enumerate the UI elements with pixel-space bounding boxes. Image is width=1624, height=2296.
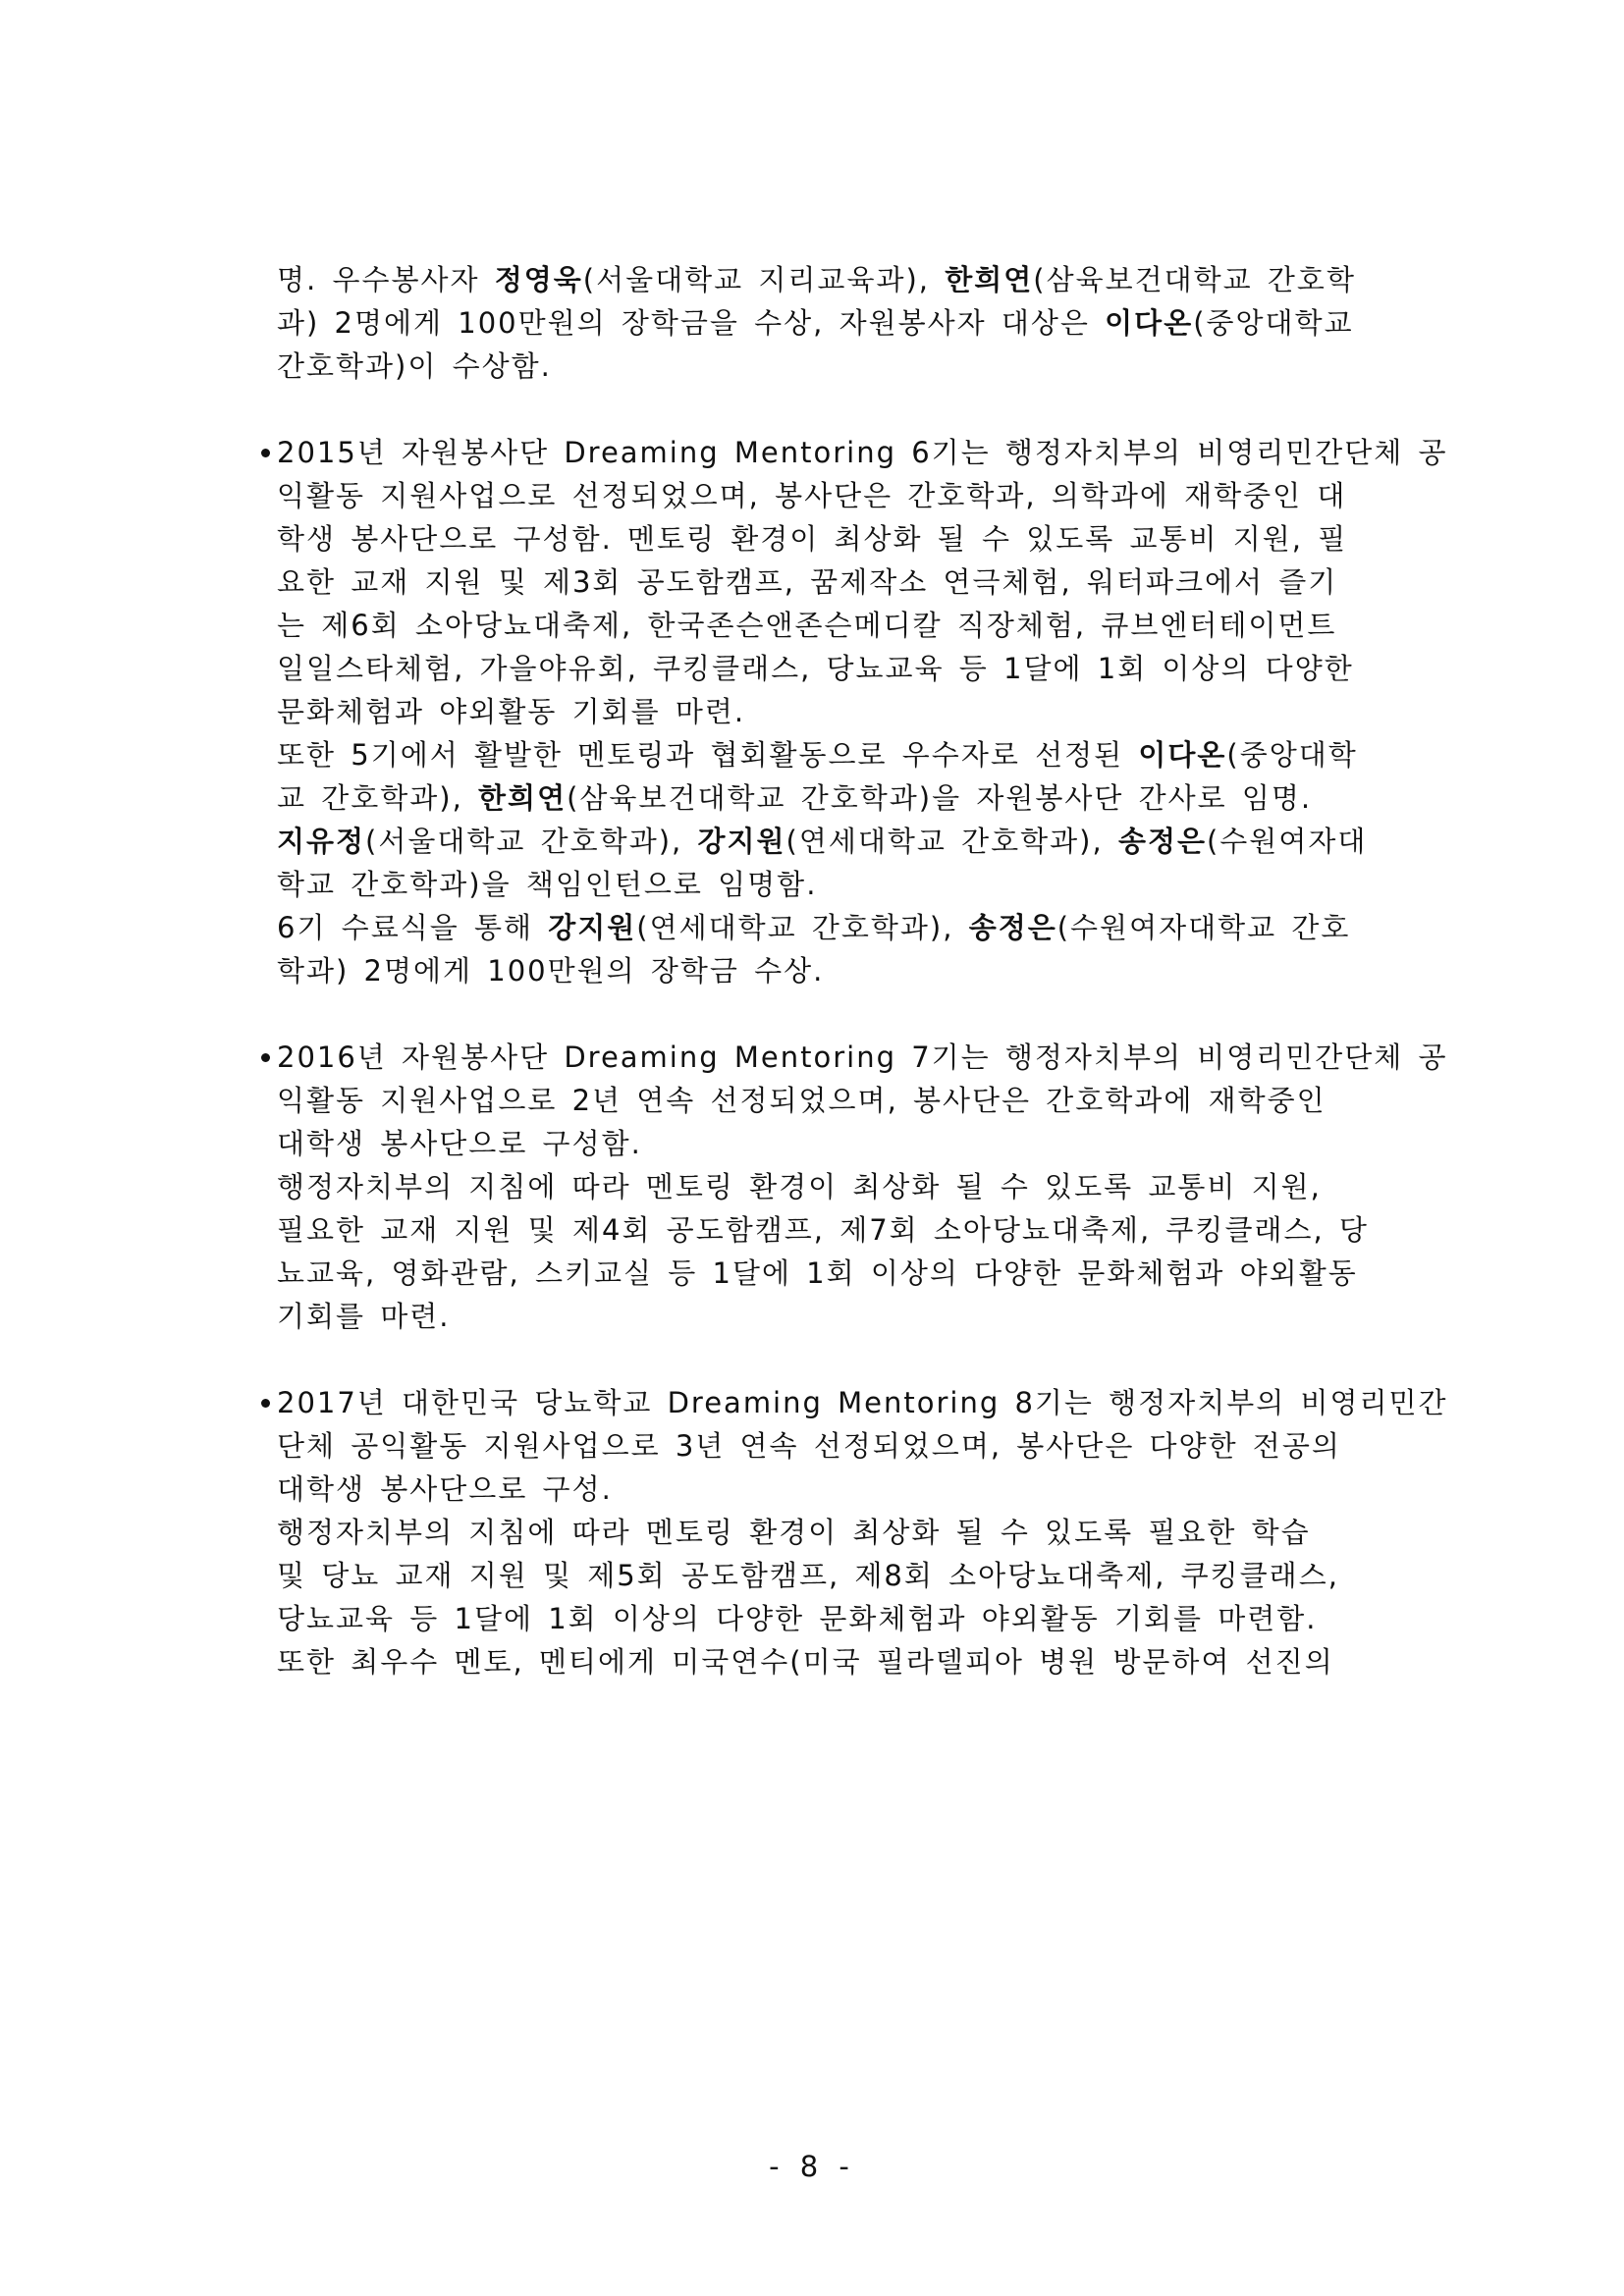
text-line <box>277 301 1396 345</box>
page-number: - 8 - <box>769 2150 855 2183</box>
text-segment: 는 제6회 소아당뇨대축제, 한국존슨앤존슨메디칼 직장체험, 큐브엔터테이먼트 <box>277 609 1337 642</box>
text-line <box>277 776 1396 820</box>
text-line <box>277 1252 1396 1295</box>
text-segment: 익활동 지원사업으로 2년 연속 선정되었으며, 봉사단은 간호학과에 재학중인 <box>277 1084 1326 1117</box>
text-segment: 또한 5기에서 활발한 멘토링과 협회활동으로 우수자로 선정된 <box>277 738 1139 772</box>
text-segment: 필요한 교재 지원 및 제4회 공도함캠프, 제7회 소아당뇨대축제, 쿠킹클래스, 당 <box>277 1213 1369 1247</box>
text-segment: 간호학과)이 수상함. <box>277 349 552 383</box>
text-line <box>277 1511 1396 1554</box>
text-segment: (수원여자대학교 간호 <box>1056 911 1351 944</box>
text-segment: 문화체험과 야외활동 기회를 마련. <box>277 695 746 728</box>
text-segment: (연세대학교 간호학과), <box>636 911 969 944</box>
text-line <box>277 517 1396 561</box>
text-segment: 당뇨교육 등 1달에 1회 이상의 다양한 문화체험과 야외활동 기회를 마련함. <box>277 1602 1318 1635</box>
text-line <box>277 647 1396 690</box>
text-line <box>277 1424 1396 1468</box>
paragraph-gap <box>277 1338 1396 1381</box>
person-name: 송정은 <box>968 911 1057 944</box>
text-segment: (중앙대학교 <box>1193 306 1354 340</box>
text-line <box>277 1036 1448 1079</box>
document-body <box>277 258 1448 1683</box>
text-segment: 익활동 지원사업으로 선정되었으며, 봉사단은 간호학과, 의학과에 재학중인 대 <box>277 479 1347 512</box>
text-line <box>277 1381 1448 1424</box>
bullet-icon <box>261 1399 270 1408</box>
text-line <box>277 474 1396 517</box>
text-line <box>277 1468 1396 1511</box>
text-segment: 기회를 마련. <box>277 1300 451 1333</box>
text-line <box>277 561 1396 604</box>
paragraph-gap <box>277 992 1396 1036</box>
text-segment: (삼육보건대학교 간호학 <box>1033 263 1356 296</box>
text-segment: 또한 최우수 멘토, 멘티에게 미국연수(미국 필라델피아 병원 방문하여 선진의 <box>277 1645 1334 1679</box>
text-segment: (삼육보건대학교 간호학과)을 자원봉사단 간사로 임명. <box>567 781 1313 815</box>
text-line <box>277 733 1396 776</box>
text-line <box>277 949 1396 992</box>
text-segment: 학교 간호학과)을 책임인턴으로 임명함. <box>277 868 818 901</box>
text-line <box>277 345 1396 388</box>
bullet-paragraph <box>277 431 1448 992</box>
text-segment: (연세대학교 간호학과), <box>785 825 1118 858</box>
person-name: 이다온 <box>1105 306 1194 340</box>
text-line <box>277 1122 1396 1165</box>
text-segment: 행정자치부의 지침에 따라 멘토링 환경이 최상화 될 수 있도록 필요한 학습 <box>277 1516 1311 1549</box>
text-segment: 2016년 자원봉사단 Dreaming Mentoring 7기는 행정자치부의 비영리민간단체 공 <box>277 1041 1448 1074</box>
text-line <box>277 690 1396 733</box>
text-segment: (수원여자대 <box>1206 825 1368 858</box>
bullet-paragraph <box>277 1036 1448 1338</box>
person-name: 강지원 <box>697 825 786 858</box>
paragraph <box>277 258 1396 388</box>
text-segment: 과) 2명에게 100만원의 장학금을 수상, 자원봉사자 대상은 <box>277 306 1106 340</box>
text-segment: 교 간호학과), <box>277 781 479 815</box>
text-line <box>277 1554 1396 1597</box>
text-segment: 명. 우수봉사자 <box>277 263 495 296</box>
text-line <box>277 1208 1396 1252</box>
paragraph-gap <box>277 388 1396 431</box>
text-segment: (서울대학교 지리교육과), <box>582 263 946 296</box>
text-segment: 및 당뇨 교재 지원 및 제5회 공도함캠프, 제8회 소아당뇨대축제, 쿠킹클래스, <box>277 1559 1339 1592</box>
text-segment: 뇨교육, 영화관람, 스키교실 등 1달에 1회 이상의 다양한 문화체험과 야외활동 <box>277 1256 1358 1290</box>
person-name: 한희연 <box>478 781 568 815</box>
text-line <box>277 1295 1396 1338</box>
text-segment: 학생 봉사단으로 구성함. 멘토링 환경이 최상화 될 수 있도록 교통비 지원, 필 <box>277 522 1348 556</box>
text-line <box>277 1640 1396 1683</box>
person-name: 한희연 <box>945 263 1034 296</box>
text-segment: 2017년 대한민국 당뇨학교 Dreaming Mentoring 8기는 행정자치부의 비영리민간 <box>277 1386 1448 1419</box>
text-segment: (중앙대학 <box>1226 738 1358 772</box>
text-segment: 6기 수료식을 통해 <box>277 911 549 944</box>
person-name: 송정은 <box>1117 825 1207 858</box>
text-line <box>277 906 1396 949</box>
text-segment: 대학생 봉사단으로 구성함. <box>277 1127 642 1160</box>
text-segment: 일일스타체험, 가을야유회, 쿠킹클래스, 당뇨교육 등 1달에 1회 이상의 다양한 <box>277 652 1354 685</box>
text-line <box>277 1597 1396 1640</box>
text-segment: (서울대학교 간호학과), <box>365 825 698 858</box>
text-line <box>277 604 1396 647</box>
bullet-icon <box>261 1053 270 1062</box>
person-name: 지유정 <box>277 825 366 858</box>
text-line <box>277 863 1396 906</box>
text-segment: 요한 교재 지원 및 제3회 공도함캠프, 꿈제작소 연극체험, 워터파크에서 즐기 <box>277 565 1338 599</box>
bullet-icon <box>261 449 270 457</box>
bullet-paragraph <box>277 1381 1448 1683</box>
text-line <box>277 1079 1396 1122</box>
person-name: 이다온 <box>1138 738 1227 772</box>
text-line <box>277 1165 1396 1208</box>
text-segment: 행정자치부의 지침에 따라 멘토링 환경이 최상화 될 수 있도록 교통비 지원, <box>277 1170 1322 1203</box>
person-name: 강지원 <box>548 911 637 944</box>
text-segment: 학과) 2명에게 100만원의 장학금 수상. <box>277 954 825 988</box>
text-segment: 2015년 자원봉사단 Dreaming Mentoring 6기는 행정자치부의 비영리민간단체 공 <box>277 436 1448 469</box>
person-name: 정영욱 <box>494 263 583 296</box>
text-line <box>277 258 1396 301</box>
text-segment: 단체 공익활동 지원사업으로 3년 연속 선정되었으며, 봉사단은 다양한 전공의 <box>277 1429 1341 1463</box>
text-line <box>277 431 1448 474</box>
text-line <box>277 820 1396 863</box>
text-segment: 대학생 봉사단으로 구성. <box>277 1472 613 1506</box>
